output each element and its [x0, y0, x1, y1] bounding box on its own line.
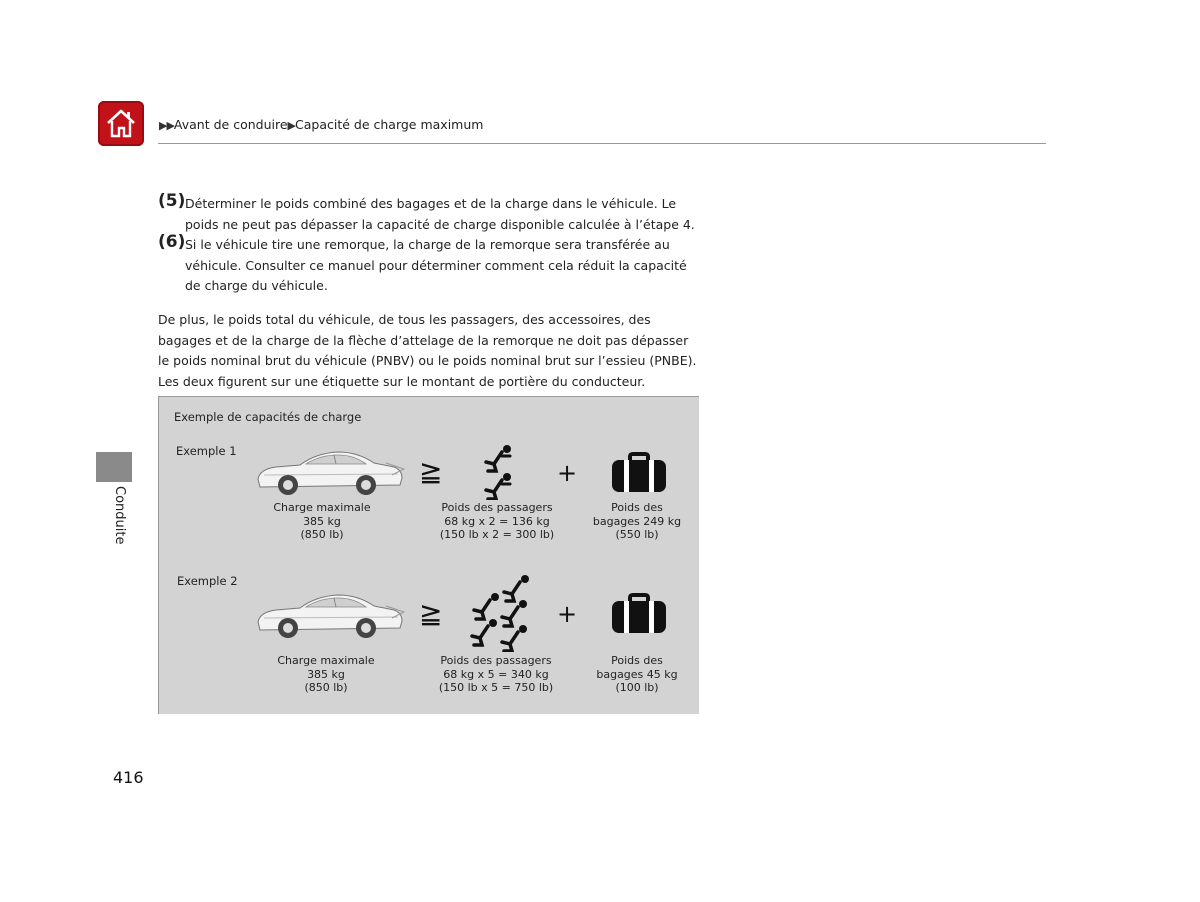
caption-line: (150 lb x 5 = 750 lb) [438, 681, 554, 694]
example-label: Exemple 2 [177, 574, 238, 588]
page-number: 416 [113, 768, 144, 787]
caption-line: 68 kg x 2 = 136 kg [444, 514, 550, 528]
luggage-caption [582, 501, 692, 542]
caption-line: 68 kg x 5 = 340 kg [443, 667, 549, 681]
home-icon [104, 106, 138, 140]
plus-symbol: + [557, 459, 578, 487]
caption-line: bagages 45 kg [596, 667, 678, 681]
step-text: Déterminer le poids combiné des bagages et de la charge dans le véhicule. Le poids ne peut pas dépasser la capacité de charge disponible calculée à l’étape 4. [185, 196, 695, 232]
body-paragraph: De plus, le poids total du véhicule, de tous les passagers, des accessoires, des bagages et de la charge de la flèche d’attelage de la remorque ne doit pas dépasser le poids nominal brut du véhicule (PNBV) ou le poids nominal brut sur l’essieu (PNBE). Les deux figurent sur une étiquette sur le montant de portière du conducteur. [158, 312, 697, 389]
caption-line: (550 lb) [615, 528, 659, 541]
breadcrumb-link-parent[interactable]: Avant de conduire [173, 117, 288, 132]
passenger-icons [480, 444, 516, 500]
caption-line: bagages 249 kg [592, 514, 682, 528]
greater-equal-symbol: ≧ [419, 597, 443, 630]
breadcrumb-arrow-icon: ▶▶ [159, 119, 174, 132]
breadcrumb [159, 117, 483, 132]
car-caption [262, 501, 382, 542]
car-caption [266, 654, 386, 695]
passenger-icon [502, 600, 527, 626]
passengers-caption [427, 501, 567, 542]
example-label: Exemple 1 [176, 444, 237, 458]
luggage-caption [582, 654, 692, 695]
header-divider [158, 143, 1046, 144]
passenger-icon [504, 575, 529, 601]
greater-equal-symbol: ≧ [419, 455, 443, 488]
passenger-icon [474, 593, 499, 619]
passenger-icon [486, 445, 511, 471]
luggage-icon [610, 592, 668, 634]
passengers-caption [426, 654, 566, 695]
caption-line: 385 kg [307, 667, 345, 681]
caption-line: Poids des [611, 654, 663, 667]
figure-title: Exemple de capacités de charge [174, 410, 362, 424]
chapter-label: Conduite [112, 486, 127, 545]
passenger-icon [502, 625, 527, 651]
passenger-icon [486, 473, 511, 499]
caption-line: Poids des passagers [441, 501, 553, 514]
caption-line: (850 lb) [300, 528, 344, 541]
breadcrumb-current: Capacité de charge maximum [295, 117, 484, 132]
breadcrumb-arrow-icon: ▶ [287, 119, 295, 132]
caption-line: 385 kg [303, 514, 341, 528]
car-icon [254, 588, 406, 642]
caption-line: Poids des passagers [440, 654, 552, 667]
plus-symbol: + [557, 600, 578, 628]
caption-line: Poids des [611, 501, 663, 514]
chapter-tab[interactable] [96, 452, 132, 482]
luggage-icon [610, 451, 668, 493]
caption-line: Charge maximale [277, 654, 375, 667]
step-text: Si le véhicule tire une remorque, la charge de la remorque sera transférée au véhicule. Consulter ce manuel pour déterminer comment cela réduit la capacité de charge du véhicule. [185, 237, 687, 293]
passenger-icon [472, 619, 497, 645]
caption-line: Charge maximale [273, 501, 371, 514]
car-icon [254, 445, 406, 499]
step-number: (6) [158, 232, 186, 252]
passenger-icons [466, 574, 534, 652]
home-button[interactable] [98, 101, 144, 146]
caption-line: (150 lb x 2 = 300 lb) [439, 528, 555, 541]
step-number: (5) [158, 191, 186, 211]
caption-line: (850 lb) [304, 681, 348, 694]
caption-line: (100 lb) [615, 681, 659, 694]
